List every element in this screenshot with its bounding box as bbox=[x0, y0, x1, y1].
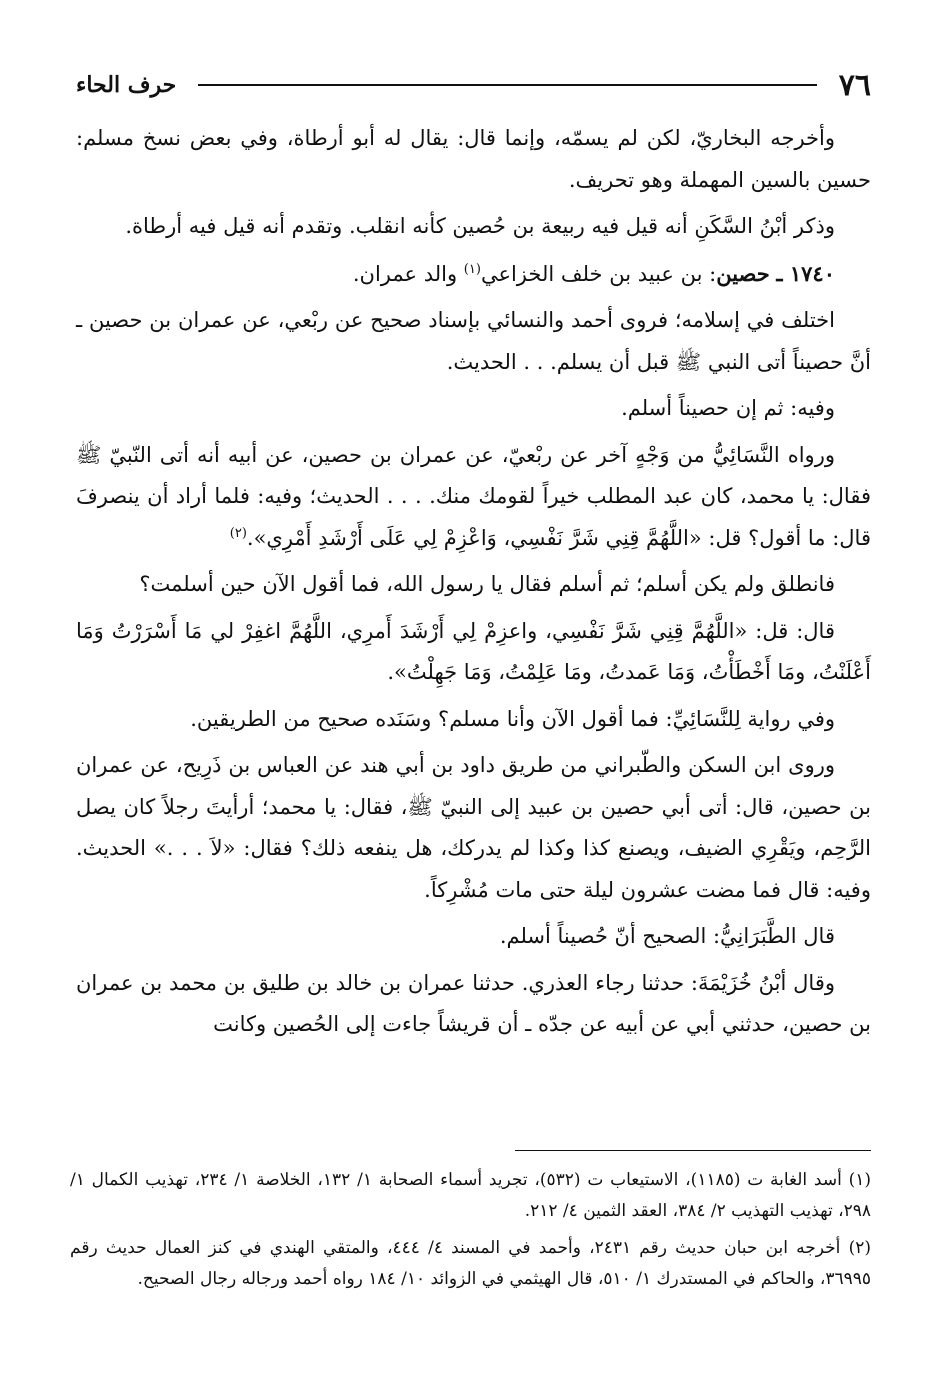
entry-name: حصين bbox=[716, 260, 770, 286]
paragraph-4: اختلف في إسلامه؛ فروى أحمد والنسائي بإسناد صحيح عن ربْعي، عن عمران بن حصين ـ أنَّ حصيناً أتى النبي ﷺ قبل أن يسلم. . . الحديث. bbox=[76, 308, 871, 374]
footnote-ref-2: (٢) bbox=[229, 525, 247, 541]
paragraph-6 bbox=[76, 435, 871, 560]
footnote-1: (١) أسد الغابة ت (١١٨٥)، الاستيعاب ت (٥٣٢)، تجريد أسماء الصحابة ١/ ١٣٢، الخلاصة ١/ ٢٣٤، تهذيب الكمال ١/ ٢٩٨، تهذيب التهذيب ٢/ ٣٨٤، العقد الثمين ٤/ ٢١٢. bbox=[70, 1170, 871, 1221]
paragraph-2: وذكر أبْنُ السَّكَنِ أنه قيل فيه ربيعة بن حُصين كأنه انقلب. وتقدم أنه قيل فيه أرطاة. bbox=[125, 214, 835, 238]
chapter-title: حرف الحاء bbox=[76, 72, 177, 98]
entry-text: : بن عبيد بن خلف الخزاعي bbox=[480, 261, 717, 286]
paragraph-1: وأخرجه البخاريّ، لكن لم يسمّه، وإنما قال: يقال له أبو أرطاة، وفي بعض نسخ مسلم: حسين بالسين المهملة وهو تحريف. bbox=[76, 126, 871, 192]
footnote-2: (٢) أخرجه ابن حبان حديث رقم ٢٤٣١، وأحمد في المسند ٤/ ٤٤٤، والمتقي الهندي في كنز العمال حديث رقم ٣٦٩٩٥، والحاكم في المستدرك ١/ ٥١٠، قال الهيثمي في الزوائد ١٠/ ١٨٤ رواه أحمد ورجاله رجال الصحيح. bbox=[70, 1238, 871, 1289]
entry-paragraph bbox=[76, 253, 871, 296]
footnote-ref-1: (١) bbox=[463, 261, 481, 277]
paragraph-8: قال: قل: «اللَّهُمَّ قِنِي شَرَّ نَفْسِي، واعزِمْ لِي أَرْشَدَ أَمرِي، اللَّهُمَّ اغفِرْ لي مَا أَسْرَرْتُ وَمَا أَعْلَنْتُ، ومَا أَخْطَأْتُ، وَمَا عَمدتُ، ومَا عَلِمْتُ، وَمَا جَهِلْتُ». bbox=[76, 618, 871, 684]
paragraph-6-text: ورواه النَّسَائِيُّ من وَجْهٍ آخر عن ربْعيّ، عن عمران بن حصين، عن أبيه أنه أتى النّبيّ ﷺ فقال: يا محمد، كان عبد المطلب خيراً لقومك منك. . . . الحديث؛ وفيه: فلما أراد أن ينصرفَ قال: ما أقول؟ قل: «اللَّهُمَّ قِنِي شَرَّ نَفْسِي، وَاعْزِمْ لِي عَلَى أَرْشَدِ أَمْرِي». bbox=[76, 442, 871, 550]
paragraph-7: فانطلق ولم يكن أسلم؛ ثم أسلم فقال يا رسول الله، فما أقول الآن حين أسلمت؟ bbox=[139, 572, 835, 596]
page-number: ٧٦ bbox=[838, 67, 871, 103]
paragraph-5: وفيه: ثم إن حصيناً أسلم. bbox=[621, 396, 835, 420]
header-rule bbox=[198, 84, 816, 86]
footnotes bbox=[70, 1165, 871, 1301]
page-header bbox=[76, 62, 871, 108]
paragraph-11: قال الطَّبَرَانِيُّ: الصحيح أنّ حُصيناً أسلم. bbox=[499, 924, 835, 948]
paragraph-10: وروى ابن السكن والطّبراني من طريق داود بن أبي هند عن العباس بن ذَرِيح، عن عمران بن حصين، قال: أتى أبي حصين بن عبيد إلى النبيّ ﷺ، فقال: يا محمد؛ أرأيتَ رجلاً كان يصل الرَّحِم، ويَقْرِي الضيف، ويصنع كذا وكذا لم يدركك، هل ينفعه ذلك؟ فقال: «لاَ . . .» الحديث. وفيه: قال فما مضت عشرون ليلة حتى مات مُشْرِكاً. bbox=[76, 753, 871, 902]
paragraph-9: وفي رواية لِلنَّسَائِيِّ: فما أقول الآن وأنا مسلم؟ وسَنَده صحيح من الطريقين. bbox=[190, 706, 835, 731]
entry-number: ١٧٤٠ ـ bbox=[776, 260, 835, 286]
entry-text-tail: والد عمران. bbox=[352, 261, 464, 286]
footnote-separator bbox=[515, 1150, 871, 1151]
paragraph-12: وقال أبْنُ خُزَيْمَةَ: حدثنا رجاء العذري. حدثنا عمران بن خالد بن طليق بن محمد بن عمران بن حصين، حدثني أبي عن أبيه عن جدّه ـ أن قريشاً جاءت إلى الحُصين وكانت bbox=[76, 970, 871, 1036]
main-text bbox=[76, 118, 871, 1051]
